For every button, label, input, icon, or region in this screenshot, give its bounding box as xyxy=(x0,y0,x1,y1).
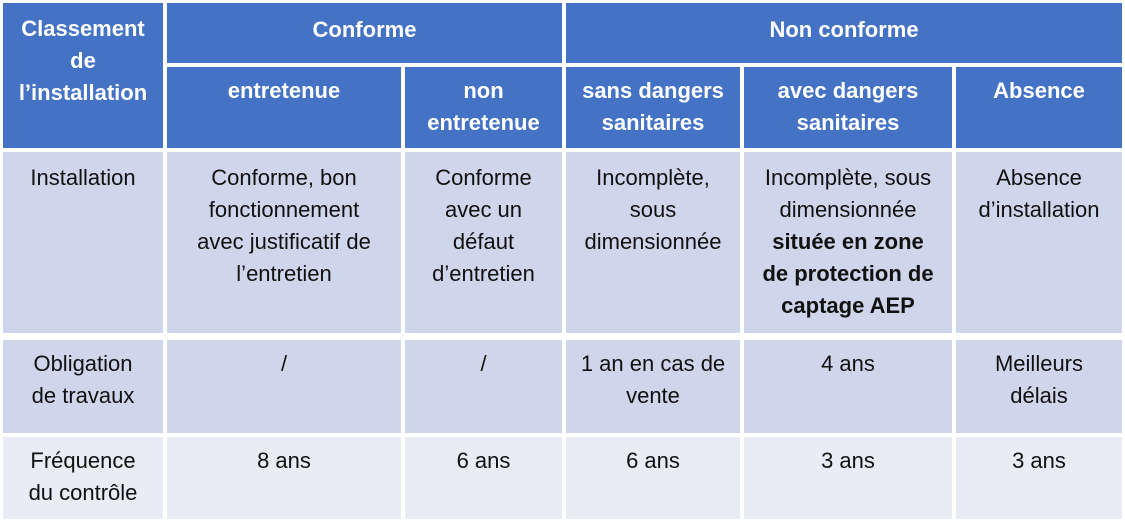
header-avec-dangers xyxy=(744,67,952,148)
cell-line: sous xyxy=(629,197,677,222)
row-installation-non-entretenue xyxy=(405,152,562,333)
cell-line: avec justificatif de xyxy=(197,229,371,254)
row-installation-entretenue xyxy=(167,152,401,333)
header-non-conforme-label: Non conforme xyxy=(769,17,919,42)
header-non-conforme xyxy=(566,3,1122,63)
cell-line: avec un xyxy=(444,197,523,222)
cell-line: Incomplète, sous xyxy=(764,165,932,190)
row-installation-avec-dangers xyxy=(744,152,952,333)
row-installation-label xyxy=(3,152,163,333)
row-label-line: du contrôle xyxy=(28,480,138,505)
cell-line: vente xyxy=(626,383,680,408)
row-obligation-avec-dangers xyxy=(744,340,952,433)
row-label-line: Installation xyxy=(30,165,136,190)
cell-line-bold: captage AEP xyxy=(781,293,915,318)
header-sans-dangers xyxy=(566,67,740,148)
header-entretenue xyxy=(167,67,401,148)
row-label-line: Obligation xyxy=(33,351,133,376)
cell-line: / xyxy=(280,351,288,376)
header-conforme-label: Conforme xyxy=(312,17,417,42)
cell-line: Conforme xyxy=(435,165,532,190)
header-non-entretenue xyxy=(405,67,562,148)
header-classement-line: de xyxy=(70,48,96,73)
row-frequence-absence xyxy=(956,437,1122,519)
cell-line: Absence xyxy=(996,165,1082,190)
cell-line-bold: située en zone xyxy=(772,229,924,254)
cell-line: 6 ans xyxy=(456,448,511,473)
row-obligation-sans-dangers xyxy=(566,340,740,433)
cell-line: Incomplète, xyxy=(596,165,710,190)
cell-line: Conforme, bon xyxy=(211,165,357,190)
header-classement xyxy=(3,3,163,148)
row-frequence-sans-dangers xyxy=(566,437,740,519)
header-conforme xyxy=(167,3,562,63)
header-non-entretenue-line: entretenue xyxy=(427,110,540,135)
header-avec-dangers-line: sanitaires xyxy=(796,110,900,135)
row-frequence-entretenue xyxy=(167,437,401,519)
row-frequence-avec-dangers xyxy=(744,437,952,519)
row-label-line: Fréquence xyxy=(30,448,136,473)
cell-line: fonctionnement xyxy=(208,197,360,222)
cell-line: délais xyxy=(1010,383,1068,408)
row-obligation-entretenue xyxy=(167,340,401,433)
header-absence xyxy=(956,67,1122,148)
cell-line: 3 ans xyxy=(821,448,875,473)
header-non-entretenue-line: non xyxy=(463,78,504,103)
row-obligation-label xyxy=(3,340,163,433)
header-sans-dangers-line: sans dangers xyxy=(582,78,724,103)
cell-line: d’installation xyxy=(978,197,1100,222)
cell-line: dimensionnée xyxy=(584,229,722,254)
row-frequence-label xyxy=(3,437,163,519)
header-classement-line: l’installation xyxy=(18,80,148,105)
header-avec-dangers-line: avec dangers xyxy=(777,78,919,103)
row-obligation-non-entretenue xyxy=(405,340,562,433)
row-frequence-non-entretenue xyxy=(405,437,562,519)
cell-line: 8 ans xyxy=(257,448,311,473)
header-entretenue-line: entretenue xyxy=(227,78,341,103)
row-installation-absence xyxy=(956,152,1122,333)
cell-line: 6 ans xyxy=(626,448,680,473)
row-installation-sans-dangers xyxy=(566,152,740,333)
header-absence-line: Absence xyxy=(993,78,1085,103)
row-label-line: de travaux xyxy=(31,383,135,408)
cell-line: défaut xyxy=(452,229,515,254)
cell-line: Meilleurs xyxy=(994,351,1084,376)
cell-line: l’entretien xyxy=(236,261,332,286)
cell-line-bold: de protection de xyxy=(762,261,934,286)
cell-line: d’entretien xyxy=(432,261,535,286)
cell-line: / xyxy=(480,351,487,376)
cell-line: dimensionnée xyxy=(779,197,917,222)
cell-line: 1 an en cas de xyxy=(580,351,726,376)
cell-line: 4 ans xyxy=(821,351,875,376)
cell-line: 3 ans xyxy=(1012,448,1066,473)
header-classement-line: Classement xyxy=(21,16,145,41)
header-sans-dangers-line: sanitaires xyxy=(601,110,705,135)
row-obligation-absence xyxy=(956,340,1122,433)
